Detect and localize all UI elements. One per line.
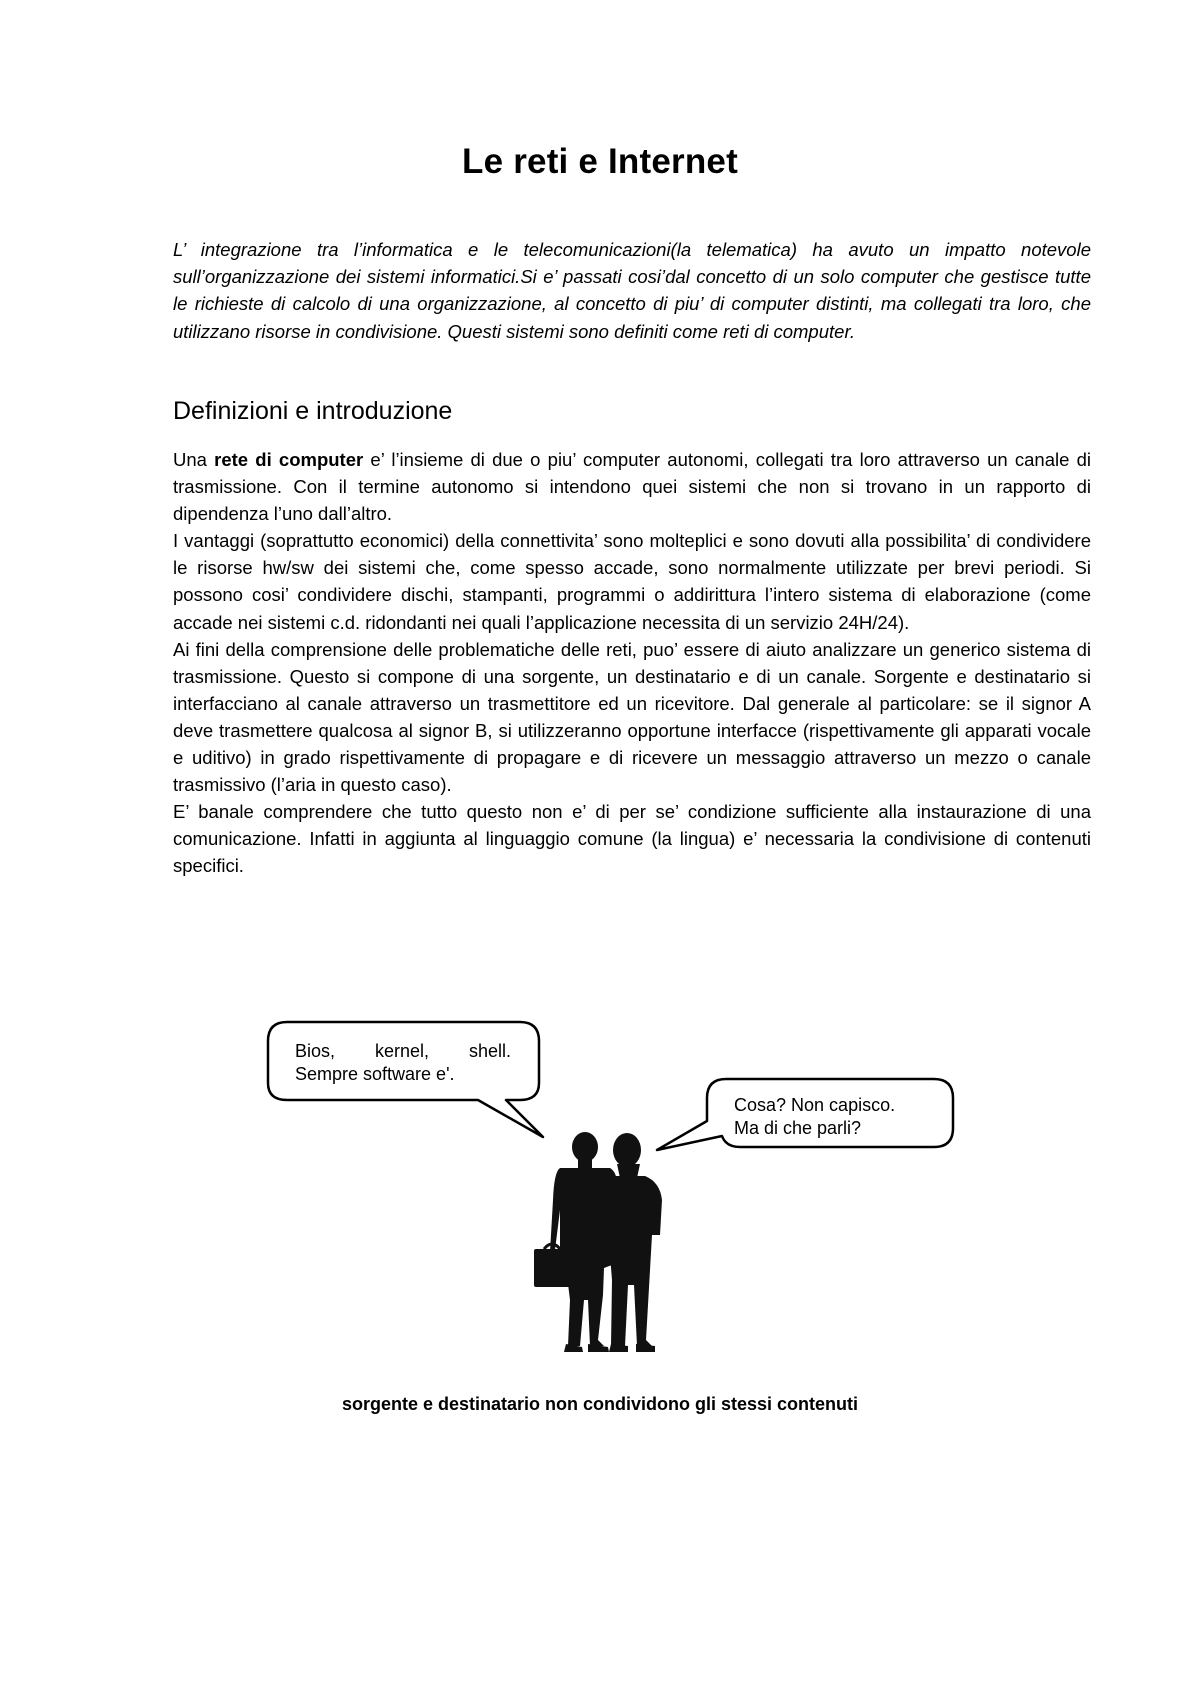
bubble-line: Ma di che parli? (734, 1118, 862, 1138)
bubble-line: Sempre software e'. (295, 1064, 455, 1084)
businessman-silhouette (534, 1132, 617, 1352)
page-title: Le reti e Internet (462, 142, 738, 181)
paragraph-advantages: I vantaggi (soprattutto economici) della connettivita’ sono molteplici e sono dovuti alla possibilita’ di condividere le risorse hw/sw dei sistemi che, come spesso accade, sono normalmente utilizzate per brevi periodi. Si possono cosi’ condividere dischi, stampanti, programmi o addirittura l’intero sistema di elaborazione (come accade nei sistemi c.d. ridondanti nei quali l’applicazione necessita di un servizio 24H/24). (173, 530, 1091, 633)
paragraph-conclusion: E’ banale comprendere che tutto questo non e’ di per se’ condizione sufficiente alla instaurazione di una comunicazione. Infatti in aggiunta al linguaggio comune (la lingua) e’ necessaria la condivisione di contenuti specifici. (173, 801, 1091, 877)
section-heading: Definizioni e introduzione (173, 397, 453, 425)
man-silhouette (606, 1133, 662, 1352)
speech-bubble-right-text (734, 1094, 934, 1140)
text-span: e’ l’insieme di due o piu’ computer autonomi, collegati tra loro attraverso un canale di trasmissione. Con il termine autonomo si intendono quei sistemi che non si trovano in un rapporto di dipendenza l’uno dall’altro. (173, 449, 1091, 525)
bold-term: rete di computer (214, 449, 364, 470)
bubble-line: Cosa? Non capisco. (734, 1095, 896, 1115)
speech-bubble-left-text (295, 1040, 511, 1086)
intro-paragraph: L’ integrazione tra l’informatica e le telecomunicazioni(la telematica) ha avuto un impatto notevole sull’organizzazione dei sistemi informatici.Si e’ passati cosi’dal concetto di un solo computer che gestisce tutte le richieste di calcolo di una organizzazione, al concetto di piu’ di computer distinti, ma collegati tra loro, che utilizzano risorse in condivisione. Questi sistemi sono definiti come reti di computer. (173, 239, 1091, 342)
text-span: Una (173, 449, 215, 470)
figure-caption: sorgente e destinatario non condividono gli stessi contenuti (341, 1394, 859, 1414)
paragraph-transmission: Ai fini della comprensione delle problematiche delle reti, puo’ essere di aiuto analizzare un generico sistema di trasmissione. Questo si compone di una sorgente, un destinatario e di un canale. Sorgente e destinatario si interfacciano al canale attraverso un trasmettitore ed un ricevitore. Dal generale al particolare: se il signor A deve trasmettere qualcosa al signor B, si utilizzeranno opportune interfacce (rispettivamente gli apparati vocale e uditivo) in grado rispettivamente di propagare e di ricevere un messaggio attraverso un mezzo o canale trasmissivo (l’aria in questo caso). (173, 638, 1091, 796)
bubble-line: Bios, kernel, shell. (295, 1041, 511, 1061)
